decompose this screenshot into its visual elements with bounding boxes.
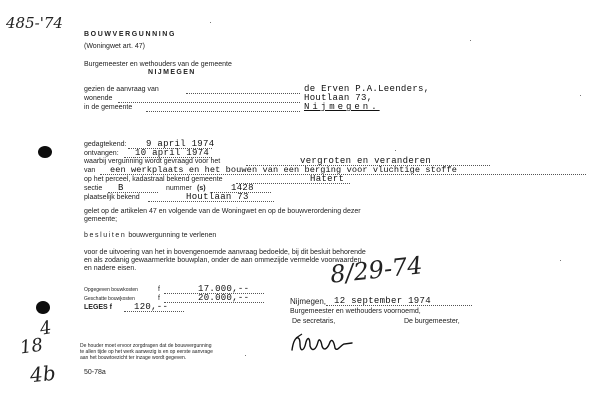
estimated-costs-value: 20.000,-- [198,293,250,303]
scan-speck [580,95,581,96]
form-code: 50-78a [84,369,106,376]
section-dotted-line [108,192,158,193]
of-label: van [84,167,96,174]
scan-speck [560,260,561,261]
fees-value: 120,-- [134,302,169,312]
purpose-line-2: een werkplaats en het bouwen van een berging voor vluchtige stoffe [110,165,457,175]
request-label: gezien de aanvraag van [84,86,159,93]
location-label: plaatselijk bekend [84,194,140,201]
dated-label: gedagtekend: [84,141,127,148]
municipality-label: in de gemeente [84,104,133,111]
considering-line-2: gemeente; [84,216,118,223]
applicant-address: Houtlaan 73, [304,93,373,103]
residence-label: wonende [84,95,113,102]
received-label: ontvangen: [84,150,119,157]
signature-authority: Burgemeester en wethouders voornoemd, [290,308,421,315]
file-number: 485-'74 [6,14,63,32]
scan-speck [395,150,396,151]
decide-rest: bouwvergunning te verlenen [128,232,217,239]
secretary-signature [288,330,358,356]
law-reference: (Woningwet art. 47) [84,43,145,50]
parcel-label: op het perceel, kadastraal bekend gemeente [84,176,223,183]
estimated-costs-currency: f [158,295,160,302]
handwritten-code: 8/29-74 [328,251,424,289]
holder-notice-line-2: te allen tijde op het werk aanwezig is en op eerste aanvrage [80,349,213,355]
stated-costs-currency: f [158,286,160,293]
margin-mark-2: 18 [18,334,45,359]
decision-line [84,232,216,240]
cadastral-municipality: Hatert [310,174,345,184]
decision-body-line-3: en nadere eisen. [84,265,137,272]
applicant-name: de Erven P.A.Leenders, [304,84,430,94]
signature-place: Nijmegen, [290,297,327,306]
authority-line: Burgemeester en wethouders van de gemeente [84,61,232,68]
municipality-name: NIJMEGEN [148,69,196,76]
scan-speck [245,355,246,356]
document-title: BOUWVERGUNNING [84,31,177,38]
scan-speck [210,22,211,23]
purpose-label: waarbij vergunning wordt gevraagd voor het [84,158,221,165]
applicant-dotted-line [186,93,300,94]
location-value: Houtlaan 73 [186,192,249,202]
municipality-dotted-line [146,111,300,112]
fees-label: LEGES f [84,304,113,311]
decision-body-line-1: voor de uitvoering van het in bovengenoemde aanvraag bedoelde, bij dit besluit behorende [84,249,366,256]
stated-costs-value: 17.000,-- [198,284,250,294]
received-value: 10 april 1974 [135,148,210,158]
number-mark: (s) [197,185,206,192]
margin-mark-1: 4 [38,317,54,340]
punch-hole-bottom [36,301,50,314]
residence-dotted-line [118,102,300,103]
number-label: nummer [166,185,192,192]
stated-costs-label: Opgegeven bouwkosten [84,287,138,293]
margin-mark-3: 4b [28,360,57,388]
punch-hole-top [38,146,52,158]
holder-notice-line-1: De houder moet ervoor zorgdragen dat de bouwvergunning [80,343,212,349]
decide-word: besluiten [84,232,127,239]
section-label: sectie [84,185,103,192]
scan-speck [470,40,471,41]
section-value: B [118,183,124,193]
decision-body-line-2: en als zodanig gewaarmerkte bouwplan, onder de aan ommezijde vermelde voorwaarden [84,257,362,264]
purpose-line-1: vergroten en veranderen [300,156,432,166]
holder-notice-line-3: aan het bouwtoezicht ter inzage wordt gegeven. [80,355,187,361]
considering-line-1: gelet op de artikelen 47 en volgende van de Woningwet en op de bouwverordening dezer [84,208,361,215]
estimated-costs-label: Geschatte bouwkosten [84,296,135,302]
number-value: 1428 [231,183,254,193]
mayor-label: De burgemeester, [404,318,460,325]
dated-value: 9 april 1974 [146,139,215,149]
applicant-city: Nijmegen. [304,102,380,112]
signature-date: 12 september 1974 [334,296,431,306]
secretary-label: De secretaris, [292,318,336,325]
